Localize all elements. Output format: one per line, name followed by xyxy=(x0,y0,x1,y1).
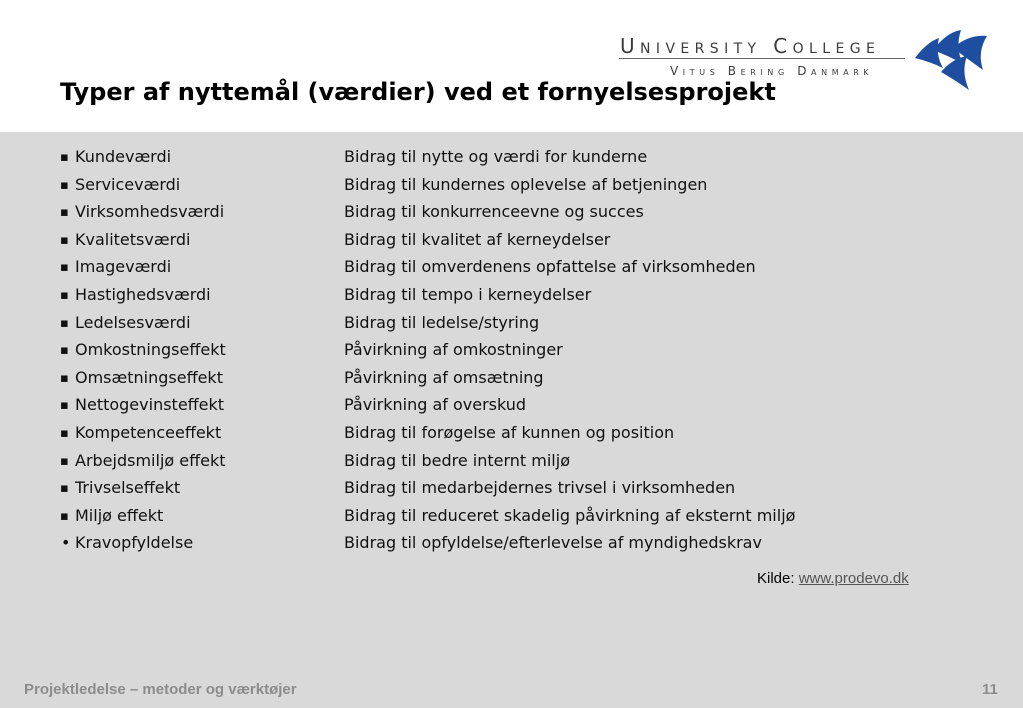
value-type-label: Virksomhedsværdi xyxy=(75,202,225,222)
bullet-icon: • xyxy=(61,533,71,553)
value-type-description: Påvirkning af omkostninger xyxy=(344,340,563,360)
value-type-label: Arbejdsmiljø effekt xyxy=(75,450,226,470)
bullet-icon: ▪ xyxy=(60,508,69,524)
slide-header xyxy=(0,0,1023,132)
list-item xyxy=(60,313,960,341)
value-type-description: Bidrag til nytte og værdi for kunderne xyxy=(344,147,648,166)
value-type-description: Bidrag til tempo i kerneydelser xyxy=(344,284,592,304)
value-type-description: Bidrag til medarbejdernes trivsel i virksomheden xyxy=(344,478,736,498)
source-prefix: Kilde: xyxy=(757,570,795,587)
brand-name: University College xyxy=(620,34,881,58)
value-type-label: Miljø effekt xyxy=(75,505,164,525)
list-item xyxy=(60,451,960,479)
list-item xyxy=(60,230,960,258)
value-type-label: Kundeværdi xyxy=(75,147,172,166)
list-item xyxy=(60,506,960,534)
list-item xyxy=(60,368,960,396)
list-item xyxy=(60,257,960,285)
value-type-description: Bidrag til forøgelse af kunnen og position xyxy=(344,422,675,442)
value-type-label: Nettogevinsteffekt xyxy=(75,395,225,415)
value-type-description: Bidrag til ledelse/styring xyxy=(344,312,540,332)
bullet-icon: ▪ xyxy=(60,177,69,193)
bullet-icon: ▪ xyxy=(60,315,69,331)
value-type-label: Trivselseffekt xyxy=(75,478,181,498)
bullet-icon: ▪ xyxy=(60,481,69,497)
value-type-description: Bidrag til kundernes oplevelse af betjeningen xyxy=(344,174,708,194)
list-item xyxy=(60,423,960,451)
value-type-description: Bidrag til omverdenens opfattelse af virksomheden xyxy=(344,257,756,277)
value-type-description: Påvirkning af overskud xyxy=(344,395,527,415)
value-type-label: Omkostningseffekt xyxy=(75,340,226,360)
value-type-label: Imageværdi xyxy=(75,257,172,277)
list-item xyxy=(60,147,960,175)
value-type-label: Kravopfyldelse xyxy=(75,533,194,553)
bullet-icon: ▪ xyxy=(60,260,69,276)
list-item xyxy=(60,285,960,313)
source-citation xyxy=(757,570,909,587)
page-title: Typer af nyttemål (værdier) ved et fornyelsesprojekt xyxy=(60,78,776,106)
bullet-icon: ▪ xyxy=(60,232,69,248)
footer-text: Projektledelse – metoder og værktøjer xyxy=(24,681,297,698)
list-item xyxy=(60,340,960,368)
bullet-icon: ▪ xyxy=(60,287,69,303)
list-item xyxy=(60,478,960,506)
value-type-description: Bidrag til opfyldelse/efterlevelse af myndighedskrav xyxy=(344,533,762,553)
bullet-icon: ▪ xyxy=(60,398,69,414)
list-item xyxy=(60,395,960,423)
list-item xyxy=(60,533,960,561)
value-type-label: Ledelsesværdi xyxy=(75,312,191,332)
bullet-icon: ▪ xyxy=(60,453,69,469)
value-type-label: Hastighedsværdi xyxy=(75,284,211,304)
value-type-description: Bidrag til kvalitet af kerneydelser xyxy=(344,229,611,249)
value-type-description: Påvirkning af omsætning xyxy=(344,367,544,387)
value-type-label: Serviceværdi xyxy=(75,174,181,194)
bullet-icon: ▪ xyxy=(60,205,69,221)
value-type-label: Kompetenceeffekt xyxy=(75,422,222,442)
bullet-icon: ▪ xyxy=(60,425,69,441)
source-link[interactable]: www.prodevo.dk xyxy=(798,570,909,587)
value-type-label: Kvalitetsværdi xyxy=(75,229,191,249)
value-type-description: Bidrag til konkurrenceevne og succes xyxy=(344,202,644,222)
bullet-icon: ▪ xyxy=(60,370,69,386)
sails-logo-icon xyxy=(913,28,991,96)
value-type-label: Omsætningseffekt xyxy=(75,367,223,387)
bullet-icon: ▪ xyxy=(60,150,69,165)
brand-divider xyxy=(619,58,905,59)
brand-subname: Vitus Bering Danmark xyxy=(670,64,874,78)
bullet-icon: ▪ xyxy=(60,343,69,359)
value-type-description: Bidrag til reduceret skadelig påvirkning af eksternt miljø xyxy=(344,505,796,525)
page-number: 11 xyxy=(982,681,998,698)
value-types-list xyxy=(60,147,960,561)
list-item xyxy=(60,175,960,203)
value-type-description: Bidrag til bedre internt miljø xyxy=(344,450,570,470)
list-item xyxy=(60,202,960,230)
